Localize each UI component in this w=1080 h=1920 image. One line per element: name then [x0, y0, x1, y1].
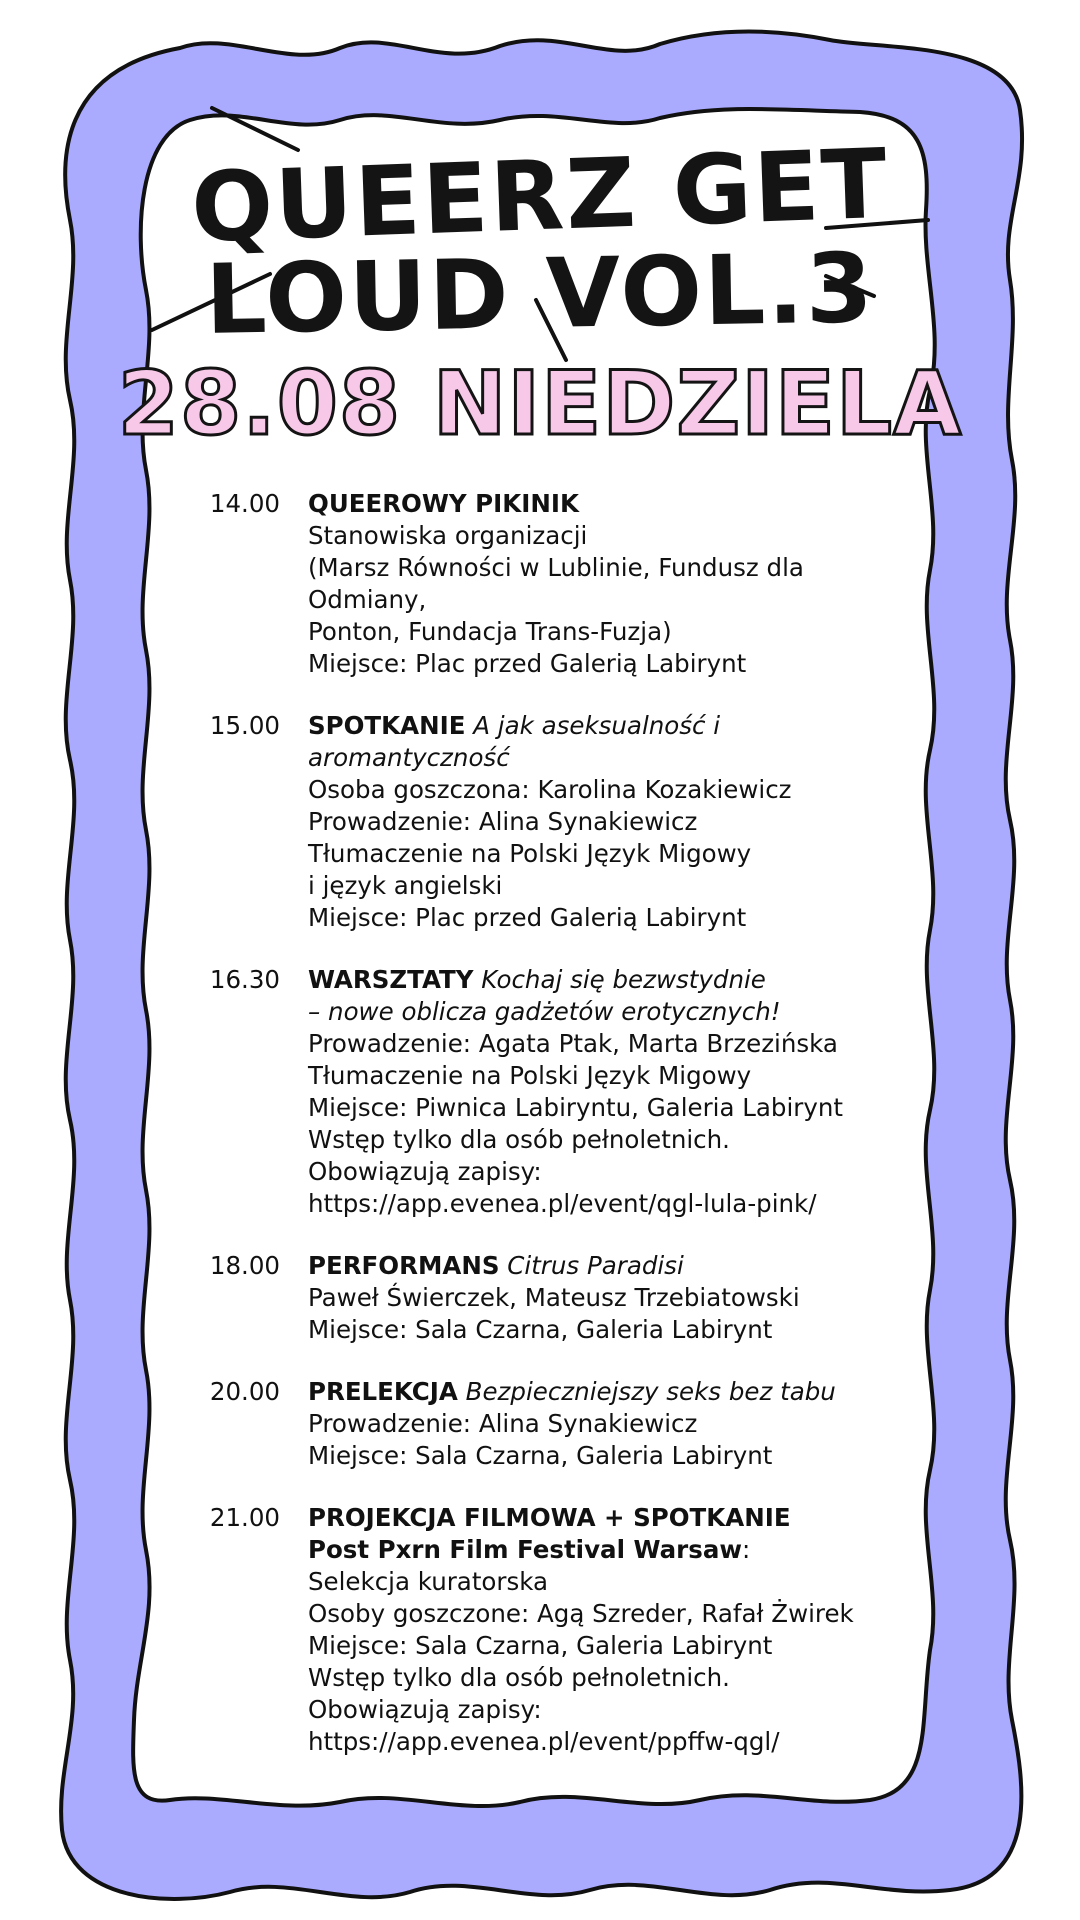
event-type: PROJEKCJA FILMOWA + SPOTKANIE: [308, 1503, 791, 1532]
event-detail: Wstęp tylko dla osób pełnoletnich.: [308, 1125, 730, 1154]
event-type: PERFORMANS: [308, 1251, 500, 1280]
poster-title-line-1: QUEERZ GET: [189, 127, 891, 265]
schedule-event: [200, 710, 920, 934]
event-location: Miejsce: Sala Czarna, Galeria Labirynt: [308, 1315, 773, 1344]
event-schedule: [200, 488, 920, 1788]
event-time: 15.00: [209, 711, 280, 740]
event-location: Miejsce: Piwnica Labiryntu, Galeria Labirynt: [308, 1093, 843, 1122]
schedule-event: [200, 1502, 920, 1758]
event-type: PRELEKCJA: [308, 1377, 458, 1406]
registration-link[interactable]: https://app.evenea.pl/event/qgl-lula-pink/: [308, 1189, 817, 1218]
event-detail: Prowadzenie: Alina Synakiewicz: [308, 1409, 698, 1438]
event-festival-name: Post Pxrn Film Festival Warsaw: [308, 1535, 743, 1564]
event-detail: Prowadzenie: Agata Ptak, Marta Brzezińska: [308, 1029, 838, 1058]
event-type: QUEEROWY PIKINIK: [308, 489, 579, 518]
event-detail: (Marsz Równości w Lublinie, Fundusz dla Odmiany,: [308, 553, 804, 614]
event-date: 28.08 NIEDZIELA: [117, 352, 963, 455]
schedule-event: [200, 1250, 920, 1346]
event-subtitle: A jak aseksualność i aromantyczność: [308, 711, 721, 772]
event-detail: Ponton, Fundacja Trans-Fuzja): [308, 617, 672, 646]
event-type: SPOTKANIE: [308, 711, 466, 740]
event-detail: Tłumaczenie na Polski Język Migowy: [308, 839, 752, 868]
event-subtitle: Citrus Paradisi: [507, 1251, 684, 1280]
event-location: Miejsce: Plac przed Galerią Labirynt: [308, 649, 747, 678]
event-time: 16.30: [209, 965, 280, 994]
event-time: 21.00: [209, 1503, 280, 1532]
event-time: 20.00: [209, 1377, 280, 1406]
event-subtitle: Bezpieczniejszy seks bez tabu: [465, 1377, 836, 1406]
event-detail: Selekcja kuratorska: [308, 1567, 549, 1596]
event-detail: Stanowiska organizacji: [308, 521, 588, 550]
event-location: Miejsce: Sala Czarna, Galeria Labirynt: [308, 1631, 773, 1660]
event-detail: Osoba goszczona: Karolina Kozakiewicz: [308, 775, 792, 804]
event-detail: Obowiązują zapisy:: [308, 1695, 542, 1724]
registration-link[interactable]: https://app.evenea.pl/event/ppffw-qgl/: [308, 1727, 780, 1756]
event-detail: Osoby goszczone: Agą Szreder, Rafał Żwirek: [308, 1599, 854, 1628]
event-location: Miejsce: Plac przed Galerią Labirynt: [308, 903, 747, 932]
schedule-event: [200, 1376, 920, 1472]
event-festival-colon: :: [742, 1535, 751, 1564]
event-detail: Prowadzenie: Alina Synakiewicz: [308, 807, 698, 836]
poster-title-line-2: LOUD VOL.3: [204, 232, 876, 356]
schedule-event: [200, 964, 920, 1220]
event-detail: Tłumaczenie na Polski Język Migowy: [308, 1061, 752, 1090]
event-detail: i język angielski: [308, 871, 503, 900]
schedule-event: [200, 488, 920, 680]
event-type: WARSZTATY: [308, 965, 474, 994]
event-detail: Paweł Świerczek, Mateusz Trzebiatowski: [308, 1283, 800, 1312]
event-time: 18.00: [209, 1251, 280, 1280]
event-detail: Obowiązują zapisy:: [308, 1157, 542, 1186]
event-time: 14.00: [209, 489, 280, 518]
event-detail: Wstęp tylko dla osób pełnoletnich.: [308, 1663, 730, 1692]
event-location: Miejsce: Sala Czarna, Galeria Labirynt: [308, 1441, 773, 1470]
event-subtitle-continued: – nowe oblicza gadżetów erotycznych!: [308, 997, 781, 1026]
event-subtitle: Kochaj się bezwstydnie: [481, 965, 766, 994]
